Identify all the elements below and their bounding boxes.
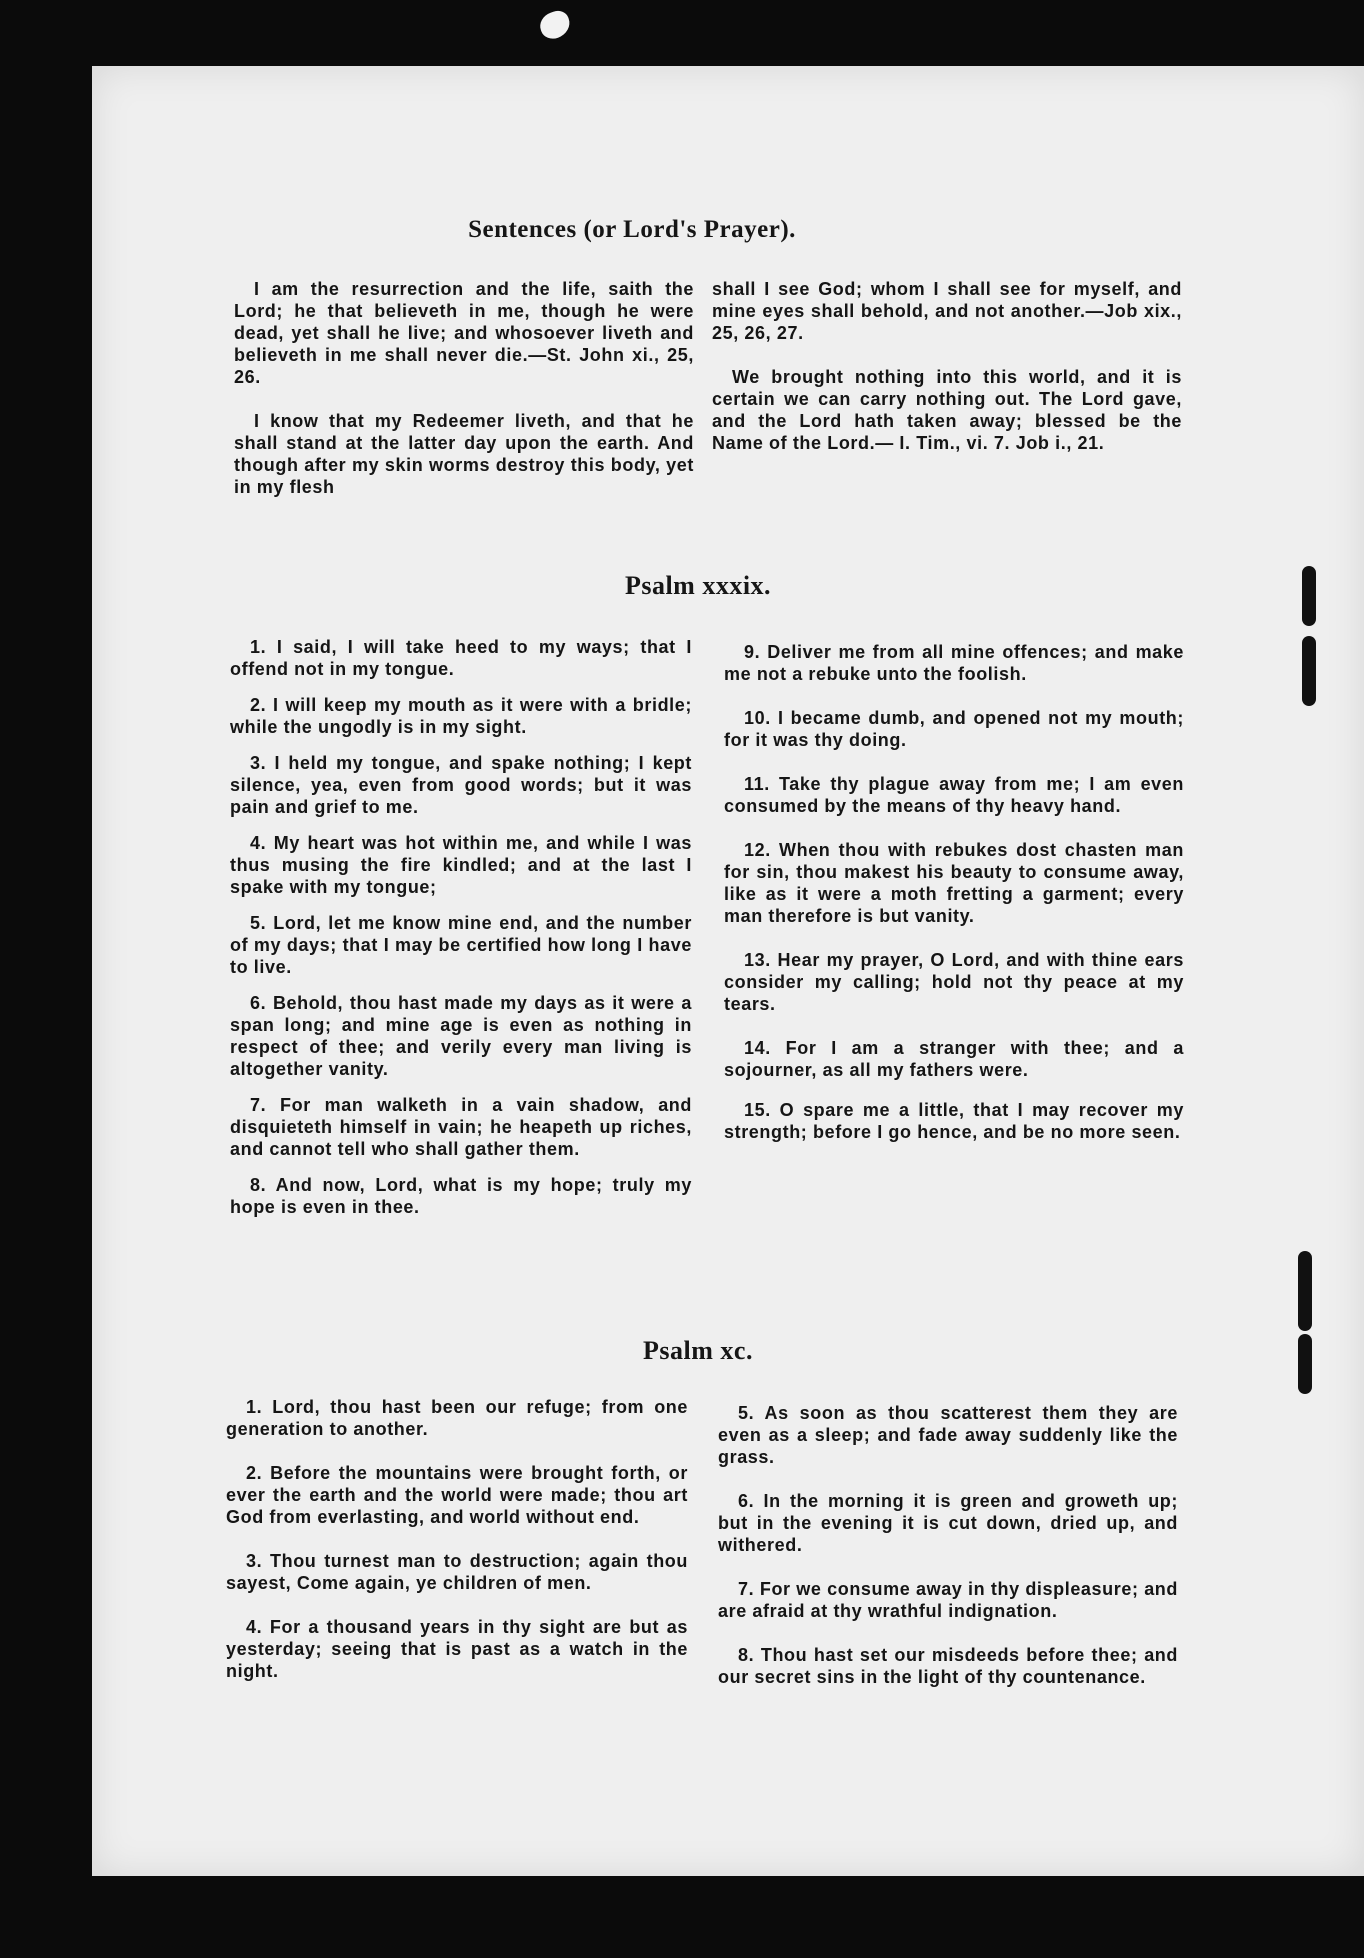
sentences-heading: Sentences (or Lord's Prayer). bbox=[468, 216, 796, 243]
sentence-paragraph: I know that my Redeemer liveth, and that he shall stand at the latter day upon the earth. And though after my skin worms destroy this body, yet in my flesh bbox=[234, 411, 694, 497]
psalm-verse: 10. I became dumb, and opened not my mouth; for it was thy doing. bbox=[724, 708, 1184, 750]
psalm-verse: 4. My heart was hot within me, and while I was thus musing the fire kindled; and at the last I spake with my tongue; bbox=[230, 833, 692, 897]
binding-mark bbox=[1298, 1251, 1312, 1331]
sentence-paragraph: shall I see God; whom I shall see for myself, and mine eyes shall behold, and not another.—Job xix., 25, 26, 27. bbox=[712, 279, 1182, 343]
binding-mark bbox=[1298, 1334, 1312, 1394]
psalm-verse: 4. For a thousand years in thy sight are but as yesterday; seeing that is past as a watch in the night. bbox=[226, 1617, 688, 1681]
psalm-39-right-column bbox=[724, 641, 1184, 1143]
binding-mark bbox=[1302, 566, 1316, 626]
psalm-verse: 3. I held my tongue, and spake nothing; I kept silence, yea, even from good words; but it was pain and grief to me. bbox=[230, 753, 692, 817]
psalm-verse: 6. Behold, thou hast made my days as it were a span long; and mine age is even as nothing in respect of thee; and verily every man living is altogether vanity. bbox=[230, 993, 692, 1079]
psalm-90-right-column bbox=[718, 1402, 1178, 1688]
psalm-verse: 9. Deliver me from all mine offences; and make me not a rebuke unto the foolish. bbox=[724, 642, 1184, 684]
psalm-verse: 8. Thou hast set our misdeeds before thee; and our secret sins in the light of thy countenance. bbox=[718, 1645, 1178, 1687]
psalm-verse: 11. Take thy plague away from me; I am even consumed by the means of thy heavy hand. bbox=[724, 774, 1184, 816]
psalm-verse: 8. And now, Lord, what is my hope; truly my hope is even in thee. bbox=[230, 1175, 692, 1217]
psalm-90-heading: Psalm xc. bbox=[643, 1336, 753, 1365]
psalm-verse: 7. For man walketh in a vain shadow, and disquieteth himself in vain; he heapeth up riches, and cannot tell who shall gather them. bbox=[230, 1095, 692, 1159]
psalm-verse: 3. Thou turnest man to destruction; again thou sayest, Come again, ye children of men. bbox=[226, 1551, 688, 1593]
psalm-39-left-column bbox=[230, 636, 692, 1218]
psalm-verse: 14. For I am a stranger with thee; and a sojourner, as all my fathers were. bbox=[724, 1038, 1184, 1080]
psalm-verse: 1. I said, I will take heed to my ways; that I offend not in my tongue. bbox=[230, 637, 692, 679]
psalm-39-heading: Psalm xxxix. bbox=[624, 571, 772, 600]
psalm-verse: 15. O spare me a little, that I may recover my strength; before I go hence, and be no more seen. bbox=[724, 1100, 1184, 1142]
psalm-verse: 2. Before the mountains were brought forth, or ever the earth and the world were made; thou art God from everlasting, and world without end. bbox=[226, 1463, 688, 1527]
psalm-verse: 13. Hear my prayer, O Lord, and with thine ears consider my calling; hold not thy peace at my tears. bbox=[724, 950, 1184, 1014]
psalm-verse: 2. I will keep my mouth as it were with a bridle; while the ungodly is in my sight. bbox=[230, 695, 692, 737]
scan-artifact bbox=[536, 8, 573, 43]
document-page bbox=[92, 66, 1364, 1876]
psalm-verse: 12. When thou with rebukes dost chasten man for sin, thou makest his beauty to consume away, like as it were a moth fretting a garment; every man therefore is but vanity. bbox=[724, 840, 1184, 926]
psalm-verse: 5. Lord, let me know mine end, and the number of my days; that I may be certified how long I have to live. bbox=[230, 913, 692, 977]
sentences-right-column bbox=[712, 278, 1182, 454]
psalm-verse: 5. As soon as thou scatterest them they are even as a sleep; and fade away suddenly like the grass. bbox=[718, 1403, 1178, 1467]
sentence-paragraph: I am the resurrection and the life, saith the Lord; he that believeth in me, though he were dead, yet shall he live; and whosoever liveth and believeth in me shall never die.—St. John xi., 25, 26. bbox=[234, 279, 694, 387]
psalm-verse: 1. Lord, thou hast been our refuge; from one generation to another. bbox=[226, 1397, 688, 1439]
psalm-90-left-column bbox=[226, 1396, 688, 1682]
binding-mark bbox=[1302, 636, 1316, 706]
sentences-left-column bbox=[234, 278, 694, 498]
psalm-verse: 7. For we consume away in thy displeasure; and are afraid at thy wrathful indignation. bbox=[718, 1579, 1178, 1621]
psalm-verse: 6. In the morning it is green and groweth up; but in the evening it is cut down, dried up, and withered. bbox=[718, 1491, 1178, 1555]
sentence-paragraph: We brought nothing into this world, and it is certain we can carry nothing out. The Lord gave, and the Lord hath taken away; blessed be the Name of the Lord.— I. Tim., vi. 7. Job i., 21. bbox=[712, 367, 1182, 453]
